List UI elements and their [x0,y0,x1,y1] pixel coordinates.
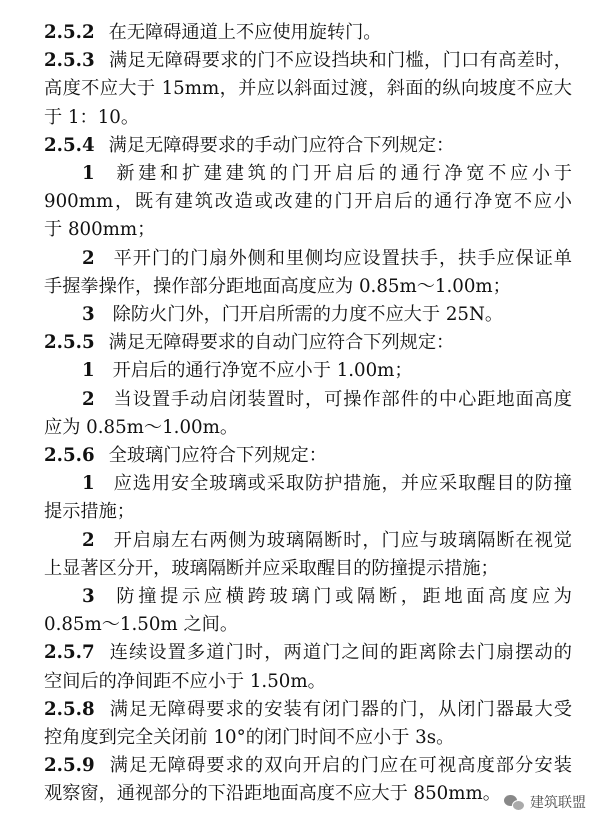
wechat-icon [504,794,524,810]
line-text: 开启后的通行净宽不应小于 1.00m； [112,360,413,382]
clause-2-5-5-line [44,330,572,356]
clause-number: 2.5.7 [44,642,95,664]
clause-2-5-8-line [44,725,572,751]
clause-2-5-4-item-3-line [82,302,572,328]
clause-number: 2.5.4 [44,134,95,156]
line-text: 除防火门外，门开启所需的力度不应大于 25N。 [112,304,504,325]
watermark-text: 建筑联盟 [530,795,586,811]
clause-2-5-4-item-2-line [44,274,572,300]
clause-2-5-2-line [44,20,572,46]
item-number: 2 [82,247,95,269]
line-text: 开启扇左右两侧为玻璃隔断时，门应与玻璃隔断在视觉 [112,529,572,551]
clause-2-5-4-item-1-line [82,161,572,187]
watermark [504,792,586,812]
item-number: 2 [82,388,95,410]
clause-2-5-9-line [44,781,572,807]
clause-2-5-7-line [44,640,572,666]
line-text: 应为 0.85m～1.00m。 [44,416,239,438]
clause-2-5-3-line [44,105,572,131]
line-text: 在无障碍通道上不应使用旋转门。 [108,22,382,43]
line-text: 防撞提示应横跨玻璃门或隔断，距地面高度应为 [112,586,572,607]
line-text: 应选用安全玻璃或采取防护措施，并应采取醒目的防撞 [112,473,572,495]
clause-2-5-9-line [44,753,572,779]
line-text: 于 800mm； [44,219,156,241]
line-text: 空间后的净间距不应小于 1.50m。 [44,670,326,692]
line-text: 900mm，既有建筑改造或改建的门开启后的通行净宽不应小 [44,191,572,213]
clause-2-5-4-item-2-line [82,246,572,272]
clause-2-5-4-item-1-line [44,217,572,243]
clause-2-5-7-line [44,669,572,695]
item-number: 1 [82,473,95,495]
item-number: 3 [82,304,95,325]
clause-2-5-6-item-1-line [82,471,572,497]
clause-2-5-8-line [44,697,572,723]
clause-number: 2.5.6 [44,445,95,466]
item-number: 1 [82,163,95,184]
item-number: 1 [82,360,95,382]
line-text: 控角度到完全关闭前 10°的闭门时间不应小于 3s。 [44,727,455,748]
clause-2-5-6-item-2-line [82,528,572,554]
clause-2-5-6-line [44,443,572,469]
clause-number: 2.5.3 [44,50,95,72]
clause-2-5-6-item-3-line [44,612,572,638]
clause-2-5-3-line [44,76,572,102]
line-text: 全玻璃门应符合下列规定： [108,445,327,466]
line-text: 平开门的门扇外侧和里侧均应设置扶手，扶手应保证单 [112,247,572,269]
line-text: 满足无障碍要求的安装有闭门器的门，从闭门器最大受 [108,698,572,720]
line-text: 0.85m～1.50m 之间。 [44,614,239,636]
clause-number: 2.5.8 [44,698,95,720]
line-text: 手握拳操作，操作部分距地面高度应为 0.85m～1.00m； [44,275,511,297]
clause-number: 2.5.2 [44,22,95,43]
line-text: 当设置手动启闭装置时，可操作部件的中心距地面高度 [112,388,572,410]
clause-2-5-6-item-2-line [44,556,572,582]
clause-2-5-4-line [44,133,572,159]
clause-2-5-6-item-1-line [44,499,572,525]
clause-2-5-3-line [44,48,572,74]
line-text: 高度不应大于 15mm，并应以斜面过渡，斜面的纵向坡度不应大 [44,78,572,100]
clause-2-5-5-item-1-line [82,358,572,384]
line-text: 满足无障碍要求的手动门应符合下列规定： [108,134,455,156]
line-text: 提示措施； [44,501,135,523]
line-text: 上显著区分开，玻璃隔断并应采取醒目的防撞提示措施； [44,557,499,579]
clause-number: 2.5.9 [44,755,95,777]
line-text: 满足无障碍要求的双向开启的门应在可视高度部分安装 [108,755,572,777]
line-text: 于 1：10。 [44,106,140,128]
line-text: 观察窗，通视部分的下沿距地面高度不应大于 850mm。 [44,783,501,805]
clause-2-5-4-item-1-line [44,189,572,215]
clause-2-5-5-item-2-line [44,415,572,441]
item-number: 3 [82,586,95,607]
line-text: 连续设置多道门时，两道门之间的距离除去门扇摆动的 [108,642,572,664]
line-text: 满足无障碍要求的自动门应符合下列规定： [108,332,455,354]
clause-number: 2.5.5 [44,332,95,354]
clause-2-5-6-item-3-line [82,584,572,610]
item-number: 2 [82,529,95,551]
clause-2-5-5-item-2-line [82,387,572,413]
line-text: 新建和扩建建筑的门开启后的通行净宽不应小于 [112,163,572,184]
line-text: 满足无障碍要求的门不应设挡块和门槛，门口有高差时， [108,50,572,72]
